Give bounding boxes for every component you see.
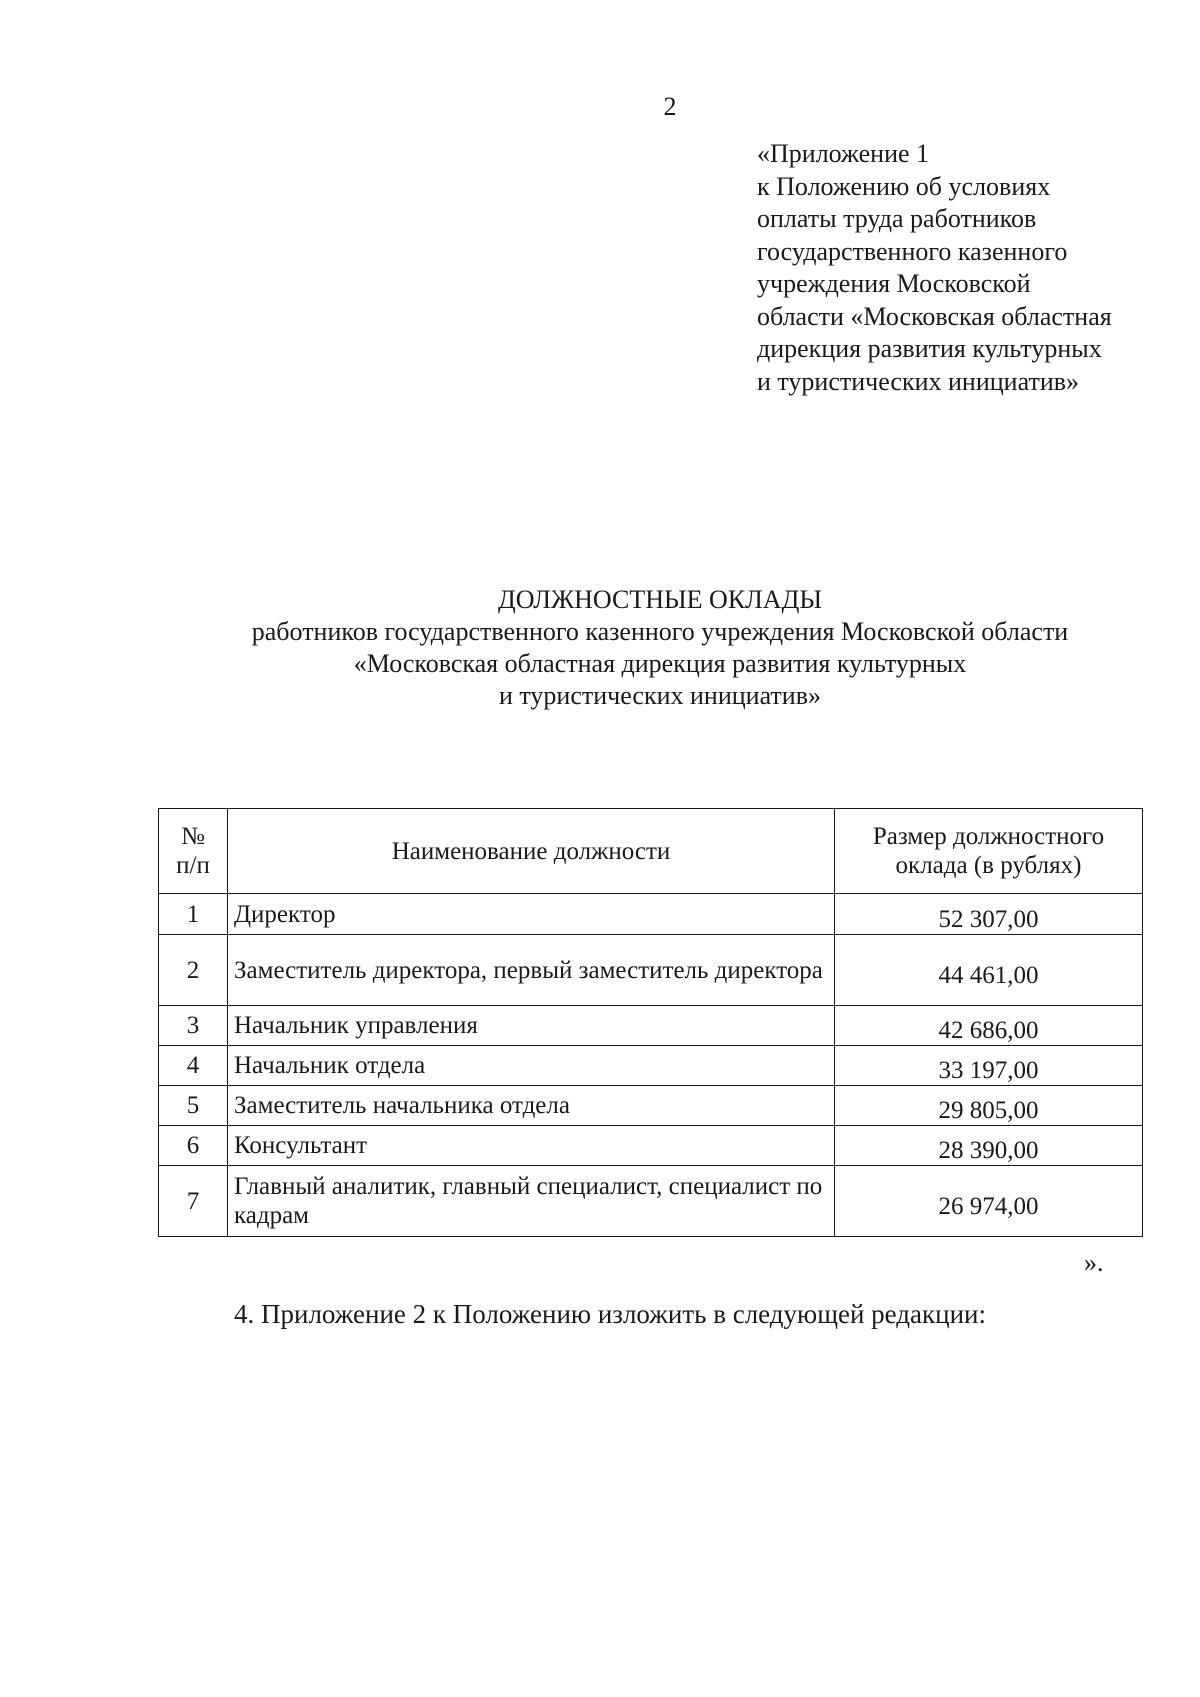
title-line: «Московская областная дирекция развития культурных	[353, 649, 967, 678]
row-number: 1	[159, 894, 228, 935]
header-number-line: №	[181, 823, 205, 850]
title-heading: ДОЛЖНОСТНЫЕ ОКЛАДЫ	[497, 585, 822, 614]
paragraph-item-4: 4. Приложение 2 к Положению изложить в следующей редакции:	[234, 1299, 986, 1329]
row-number: 5	[159, 1086, 228, 1126]
table-row	[159, 1086, 1143, 1126]
position-name: Заместитель начальника отдела	[228, 1086, 835, 1126]
row-number: 6	[159, 1126, 228, 1166]
header-number-line: п/п	[176, 852, 210, 879]
salary-value: 29 805,00	[835, 1086, 1143, 1126]
salary-value: 52 307,00	[835, 894, 1143, 935]
position-name: Директор	[228, 894, 835, 935]
annex-line: дирекция развития культурных	[757, 334, 1102, 363]
annex-reference	[757, 138, 1187, 398]
salary-table	[158, 808, 1143, 1237]
annex-line: и туристических инициатив»	[757, 366, 1080, 396]
position-name: Главный аналитик, главный специалист, специалист по кадрам	[228, 1166, 835, 1237]
annex-line: области «Московская областная	[757, 301, 1112, 331]
page-number: 2	[663, 92, 677, 121]
salary-value: 44 461,00	[835, 935, 1143, 1006]
table-row	[159, 1126, 1143, 1166]
header-salary	[835, 809, 1143, 894]
title-line: работников государственного казенного учреждения Московской области	[251, 617, 1069, 646]
position-name: Начальник управления	[228, 1006, 835, 1046]
annex-line: учреждения Московской	[757, 269, 1031, 298]
annex-line: к Положению об условиях	[757, 171, 1051, 201]
salary-value: 28 390,00	[835, 1126, 1143, 1166]
table-row	[159, 1046, 1143, 1086]
position-name: Заместитель директора, первый заместитель директора	[228, 935, 835, 1006]
salary-value: 33 197,00	[835, 1046, 1143, 1086]
salary-value: 42 686,00	[835, 1006, 1143, 1046]
row-number: 4	[159, 1046, 228, 1086]
position-name: Начальник отдела	[228, 1046, 835, 1086]
table-row	[159, 1006, 1143, 1046]
table-row	[159, 1166, 1143, 1237]
annex-line: государственного казенного	[757, 236, 1068, 266]
salary-value: 26 974,00	[835, 1166, 1143, 1237]
annex-line: оплаты труда работников	[757, 204, 1037, 233]
table-row	[159, 935, 1143, 1006]
row-number: 2	[159, 935, 228, 1006]
table-header-row	[159, 809, 1143, 894]
closing-quote: ».	[1084, 1248, 1104, 1277]
title-line: и туристических инициатив»	[498, 681, 821, 710]
header-position-name: Наименование должности	[228, 809, 835, 894]
header-salary-line: Размер должностного	[872, 823, 1105, 850]
document-title	[0, 584, 1200, 712]
header-number	[159, 809, 228, 894]
position-name: Консультант	[228, 1126, 835, 1166]
table-row	[159, 894, 1143, 935]
row-number: 7	[159, 1166, 228, 1237]
annex-line: «Приложение 1	[757, 139, 930, 168]
row-number: 3	[159, 1006, 228, 1046]
header-salary-line: оклада (в рублях)	[895, 852, 1082, 879]
